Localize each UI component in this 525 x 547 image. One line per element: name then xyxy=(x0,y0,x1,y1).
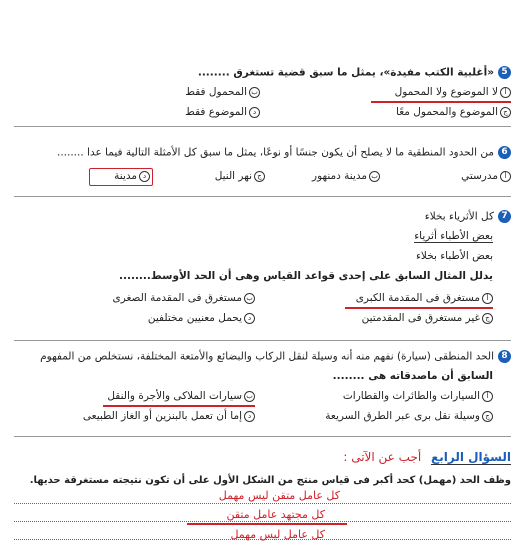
q6-option-b[interactable]: بمدينة دمنهور xyxy=(312,170,380,182)
handwritten-answer-2: كل مجتهد عامل متقن xyxy=(226,508,325,521)
answer-underline xyxy=(187,523,347,525)
answer-line[interactable] xyxy=(14,503,511,504)
q5-option-b[interactable]: بالمحمول فقط xyxy=(185,86,260,98)
q8-stem-continued: السابق أن ماصدقاته هى ........ xyxy=(332,370,493,382)
answer-line[interactable] xyxy=(14,521,511,522)
q5-option-c[interactable]: جالموضوع والمحمول معًا xyxy=(396,106,511,118)
divider xyxy=(14,196,511,197)
q8-option-d[interactable]: دإما أن تعمل بالبنزين أو الغاز الطبيعى xyxy=(83,410,255,422)
q7-number: 7 xyxy=(498,210,511,223)
q7-line-2: بعض الأطباء أثرياء xyxy=(414,230,493,242)
q4-title: السؤال الرابع xyxy=(431,450,511,464)
q6-answer-box xyxy=(89,168,153,186)
q7-answer-underline xyxy=(345,307,493,309)
q4-prompt: وظف الحد (مهمل) كحد أكبر فى قياس منتج من الشكل الأول على أن تكون نتيجته مستغرقة حديها. xyxy=(29,475,511,486)
handwritten-answer-3: كل عامل ليس مهمل xyxy=(230,528,325,541)
q7-line-3: بعض الأطباء بخلاء xyxy=(416,250,493,262)
q5-stem: 5«أغلبية الكتب مفيدة»، يمثل ما سبق قضية تستغرق ........ xyxy=(198,66,511,79)
q7-stem: يدلل المثال السابق على إحدى قواعد القياس وهى أن الحد الأوسط........ xyxy=(118,270,493,282)
q8-option-c[interactable]: جوسيلة نقل برى عبر الطرق السريعة xyxy=(325,410,493,422)
q6-option-c[interactable]: جنهر النيل xyxy=(215,170,265,182)
divider xyxy=(14,340,511,341)
q5-number: 5 xyxy=(498,66,511,79)
q6-option-a[interactable]: أمدرستي xyxy=(461,170,511,182)
q6-option-d[interactable]: دمدينة xyxy=(114,170,150,182)
divider xyxy=(14,126,511,127)
q8-option-a[interactable]: أالسيارات والطائرات والقطارات xyxy=(343,390,493,402)
q7-option-d[interactable]: ديحمل معنيين مختلفين xyxy=(148,312,255,324)
q4-instruction: أجب عن الآتى : xyxy=(343,450,422,464)
q7-line-1: 7كل الأثرياء بخلاء xyxy=(425,210,511,223)
divider xyxy=(14,436,511,437)
q5-answer-underline xyxy=(371,101,511,103)
q7-option-b[interactable]: بمستغرق فى المقدمة الصغرى xyxy=(112,292,255,304)
q6-number: 6 xyxy=(498,146,511,159)
q8-option-b[interactable]: بسيارات الملاكى والأجرة والنقل xyxy=(107,390,255,402)
q8-number: 8 xyxy=(498,350,511,363)
q6-stem: 6من الحدود المنطقية ما لا يصلح أن يكون جنسًا أو نوعًا، يمثل ما سبق كل الأمثلة التالية فيما عدا ........ xyxy=(57,146,511,159)
q7-option-c[interactable]: جغير مستغرق فى المقدمتين xyxy=(362,312,493,324)
handwritten-answer-1: كل عامل متقن ليس مهمل xyxy=(218,489,340,502)
q5-option-a[interactable]: ألا الموضوع ولا المحمول xyxy=(395,86,511,98)
q8-stem: 8الحد المنطقى (سيارة) نفهم منه أنه وسيلة لنقل الركاب والبضائع والأمتعة المختلفة، نستخلص من المفهوم xyxy=(40,350,511,363)
q5-option-d[interactable]: دالموضوع فقط xyxy=(185,106,260,118)
q4-header xyxy=(343,450,511,464)
q7-option-a[interactable]: أمستغرق فى المقدمة الكبرى xyxy=(356,292,493,304)
q8-answer-underline xyxy=(103,405,255,407)
